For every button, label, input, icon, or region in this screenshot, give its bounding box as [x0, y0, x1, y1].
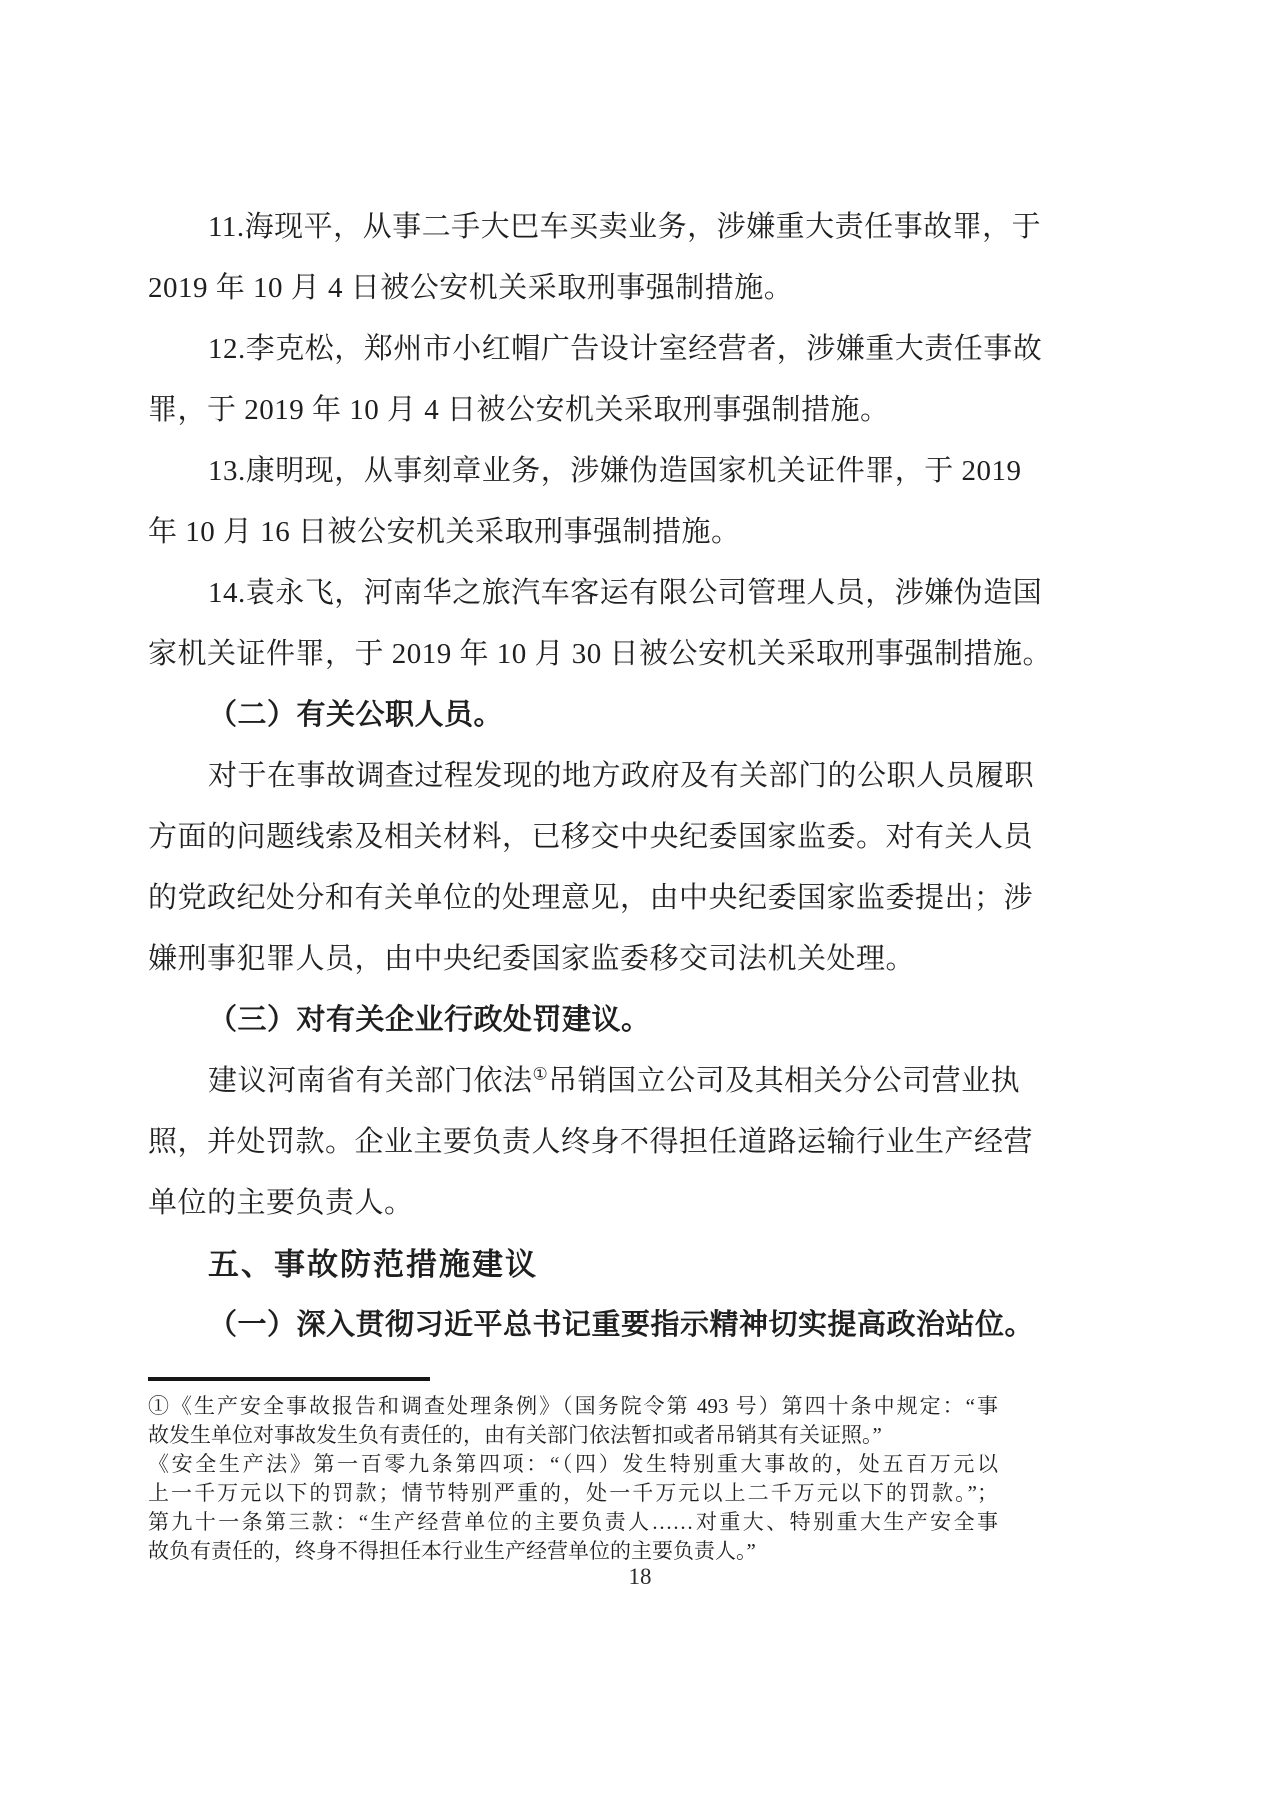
- text-line-item-13: 13.康明现，从事刻章业务，涉嫌伪造国家机关证件罪，于 2019: [208, 455, 1022, 487]
- footnote-line: ①《生产安全事故报告和调查处理条例》（国务院令第 493 号）第四十条中规定：“事: [148, 1394, 998, 1418]
- text-line: 单位的主要负责人。: [148, 1187, 414, 1219]
- document-body: [148, 197, 1053, 1356]
- section-heading-five: 五、事故防范措施建议: [208, 1247, 538, 1282]
- text-line: 年 10 月 16 日被公安机关采取刑事强制措施。: [148, 516, 741, 548]
- subsection-heading-administrative-penalty: （三）对有关企业行政处罚建议。: [208, 1004, 651, 1036]
- footnote-line: 《安全生产法》第一百零九条第四项：“（四）发生特别重大事故的，处五百万元以: [148, 1452, 998, 1476]
- text-line-item-11: 11.海现平，从事二手大巴车买卖业务，涉嫌重大责任事故罪，于: [208, 211, 1042, 243]
- text-line: 照，并处罚款。企业主要负责人终身不得担任道路运输行业生产经营: [148, 1126, 1034, 1158]
- text-line: 2019 年 10 月 4 日被公安机关采取刑事强制措施。: [148, 272, 794, 304]
- text-segment: 建议河南省有关部门依法: [208, 1065, 533, 1097]
- text-line: 的党政纪处分和有关单位的处理意见，由中央纪委国家监委提出；涉: [148, 882, 1034, 914]
- text-line: 对于在事故调查过程发现的地方政府及有关部门的公职人员履职: [208, 760, 1035, 792]
- footnote-line: 故发生单位对事故发生负有责任的，由有关部门依法暂扣或者吊销其有关证照。”: [148, 1423, 882, 1447]
- footnote-block: [148, 1392, 998, 1566]
- text-line: 方面的问题线索及相关材料，已移交中央纪委国家监委。对有关人员: [148, 821, 1034, 853]
- page-number: 18: [628, 1564, 652, 1589]
- text-line-item-14: 14.袁永飞，河南华之旅汽车客运有限公司管理人员，涉嫌伪造国: [208, 577, 1043, 609]
- footnote-line: 上一千万元以下的罚款；情节特别严重的，处一千万元以上二千万元以下的罚款。”；: [148, 1481, 998, 1505]
- text-line: 罪，于 2019 年 10 月 4 日被公安机关采取刑事强制措施。: [148, 394, 890, 426]
- subsection-heading-one: （一）深入贯彻习近平总书记重要指示精神切实提高政治站位。: [208, 1309, 1035, 1341]
- text-line: 嫌刑事犯罪人员，由中央纪委国家监委移交司法机关处理。: [148, 943, 916, 975]
- text-line-with-footnote-ref: [148, 1051, 1021, 1112]
- footnote-separator-rule: [148, 1377, 430, 1381]
- footnote-line: 故负有责任的，终身不得担任本行业生产经营单位的主要负责人。”: [148, 1539, 756, 1563]
- subsection-heading-public-officials: （二）有关公职人员。: [208, 699, 504, 731]
- text-line: 家机关证件罪，于 2019 年 10 月 30 日被公安机关采取刑事强制措施。: [148, 638, 1053, 670]
- text-segment: 吊销国立公司及其相关分公司营业执: [548, 1065, 1021, 1097]
- text-line-item-12: 12.李克松，郑州市小红帽广告设计室经营者，涉嫌重大责任事故: [208, 333, 1043, 365]
- footnote-reference-marker: ①: [532, 1064, 549, 1084]
- footnote-line: 第九十一条第三款：“生产经营单位的主要负责人……对重大、特别重大生产安全事: [148, 1510, 998, 1534]
